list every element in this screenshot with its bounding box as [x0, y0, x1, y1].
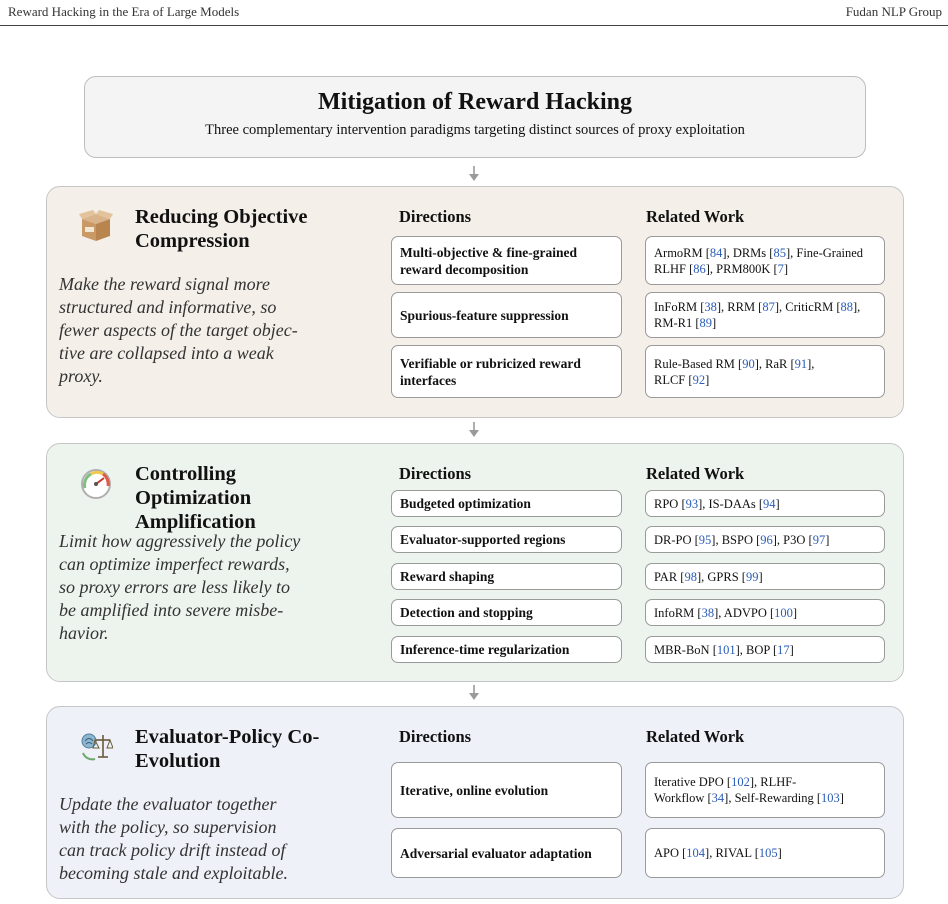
- panel-controlling-optimization-amplification: [46, 443, 904, 682]
- related-work-line: [654, 605, 797, 621]
- related-work-line: [654, 532, 829, 548]
- citation-link[interactable]: 86: [693, 261, 706, 276]
- running-header-title: Reward Hacking in the Era of Large Models: [8, 4, 240, 19]
- related-work-heading: Related Work: [646, 464, 745, 483]
- citation-link[interactable]: 101: [716, 642, 736, 657]
- direction-box: Reward shaping: [391, 563, 622, 590]
- citation-text: ]: [789, 642, 794, 657]
- related-work-box: [645, 345, 885, 398]
- citation-link[interactable]: 92: [692, 372, 706, 387]
- related-work-line: [654, 790, 844, 806]
- related-work-line: [654, 569, 763, 585]
- related-work-box: [645, 526, 885, 553]
- citation-link[interactable]: 99: [745, 569, 759, 584]
- objective-box-icon: [79, 209, 113, 243]
- citation-text: ]: [825, 532, 830, 547]
- citation-text: RLHF [: [654, 261, 694, 276]
- citation-text: ], CriticRM [: [774, 300, 841, 314]
- down-arrow-icon: [468, 422, 480, 438]
- citation-link[interactable]: 34: [711, 791, 725, 805]
- citation-link[interactable]: 96: [760, 532, 773, 547]
- citation-text: ArmoRM [: [654, 245, 710, 260]
- running-header-group: Fudan NLP Group: [845, 4, 942, 19]
- related-work-line: [654, 496, 780, 512]
- citation-link[interactable]: 94: [763, 496, 776, 511]
- direction-box: Multi-objective & fine-grained reward decomposition: [391, 236, 622, 285]
- citation-text: InFoRM [: [654, 300, 705, 314]
- citation-text: RM-R1 [: [654, 316, 700, 330]
- scales-brain-icon: [79, 729, 113, 763]
- citation-link[interactable]: 38: [704, 300, 717, 314]
- related-work-line: [654, 642, 794, 658]
- citation-link[interactable]: 91: [794, 356, 808, 371]
- citation-link[interactable]: 38: [701, 605, 715, 620]
- related-work-box: [645, 636, 885, 663]
- related-work-line: [654, 245, 863, 261]
- citation-text: Workflow [: [654, 791, 712, 805]
- direction-box: Inference-time regularization: [391, 636, 622, 663]
- citation-link[interactable]: 104: [686, 846, 706, 860]
- panel-evaluator-policy-co-evolution: [46, 706, 904, 899]
- citation-text: MBR-BoN [: [654, 642, 717, 657]
- title-box: [84, 76, 866, 158]
- citation-text: ]: [758, 569, 763, 584]
- citation-text: ]: [777, 846, 782, 860]
- citation-text: ]: [712, 316, 717, 330]
- related-work-heading: Related Work: [646, 207, 745, 226]
- directions-heading: Directions: [399, 727, 472, 746]
- related-work-line: [654, 299, 860, 315]
- gauge-icon: [79, 466, 113, 500]
- citation-text: ], BOP [: [735, 642, 778, 657]
- citation-text: ], DRMs [: [722, 245, 774, 260]
- figure-title: Mitigation of Reward Hacking: [318, 89, 632, 115]
- citation-text: RLCF [: [654, 372, 693, 387]
- panel-title: Controlling Optimization Amplification: [135, 463, 256, 533]
- citation-link[interactable]: 88: [840, 300, 853, 314]
- down-arrow-icon: [468, 166, 480, 182]
- citation-link[interactable]: 84: [709, 245, 723, 260]
- citation-text: ], ADVPO [: [714, 605, 775, 620]
- citation-text: ]: [792, 605, 798, 620]
- citation-link[interactable]: 100: [774, 605, 793, 620]
- citation-link[interactable]: 98: [684, 569, 697, 584]
- direction-box: Evaluator-supported regions: [391, 526, 622, 553]
- citation-link[interactable]: 90: [742, 356, 755, 371]
- citation-text: ], BSPO [: [711, 532, 761, 547]
- related-work-line: [654, 315, 860, 331]
- citation-text: Iterative DPO [: [654, 775, 732, 789]
- direction-box: Budgeted optimization: [391, 490, 622, 517]
- panel-description: Update the evaluator together with the policy, so supervision can track policy drift instead of becoming stale and exploitable.: [59, 794, 288, 883]
- panel-title: Evaluator-Policy Co-Evolution: [135, 726, 320, 772]
- down-arrow-icon: [468, 685, 480, 701]
- citation-link[interactable]: 93: [685, 496, 699, 511]
- related-work-box: [645, 599, 885, 626]
- citation-link[interactable]: 97: [812, 532, 826, 547]
- panel-title: Reducing Objective Compression: [135, 206, 308, 252]
- related-work-heading: Related Work: [646, 727, 745, 746]
- citation-link[interactable]: 17: [777, 642, 790, 657]
- related-work-line: [654, 356, 814, 372]
- citation-text: InfoRM [: [654, 605, 702, 620]
- citation-link[interactable]: 89: [699, 316, 712, 330]
- related-work-line: [654, 845, 782, 861]
- citation-text: DR-PO [: [654, 532, 699, 547]
- citation-text: ], P3O [: [772, 532, 813, 547]
- citation-link[interactable]: 102: [731, 775, 750, 789]
- citation-text: ], Fine-Grained: [785, 245, 864, 260]
- citation-text: PAR [: [654, 569, 685, 584]
- citation-text: APO [: [654, 846, 687, 860]
- citation-text: ]: [705, 372, 710, 387]
- citation-link[interactable]: 105: [758, 846, 778, 860]
- citation-link[interactable]: 95: [698, 532, 712, 547]
- direction-box: Adversarial evaluator adaptation: [391, 828, 622, 878]
- panel-reducing-objective-compression: [46, 186, 904, 418]
- related-work-line: [654, 774, 844, 790]
- citation-text: ], PRM800K [: [705, 261, 778, 276]
- citation-text: ],: [807, 356, 815, 371]
- panel-description: Make the reward signal more structured and informative, so fewer aspects of the target objec- tive are collapsed into a weak proxy.: [59, 274, 298, 386]
- directions-heading: Directions: [399, 464, 472, 483]
- citation-text: Rule-Based RM [: [654, 356, 743, 371]
- direction-box: Verifiable or rubricized reward interfaces: [391, 345, 622, 398]
- citation-text: ], IS-DAAs [: [698, 496, 764, 511]
- related-work-line: [654, 261, 863, 277]
- citation-text: ]: [775, 496, 780, 511]
- related-work-line: [654, 372, 814, 388]
- related-work-box: [645, 828, 885, 878]
- panel-description: Limit how aggressively the policy can optimize imperfect rewards, so proxy errors are less likely to be amplified into severe misbe- havior.: [59, 531, 301, 643]
- citation-text: ], GPRS [: [696, 569, 746, 584]
- related-work-box: [645, 236, 885, 285]
- figure-subtitle: Three complementary intervention paradigms targeting distinct sources of proxy exploitation: [205, 122, 745, 138]
- direction-box: Detection and stopping: [391, 599, 622, 626]
- citation-text: ], RIVAL [: [705, 846, 759, 860]
- citation-link[interactable]: 103: [821, 791, 840, 805]
- header-rule: [0, 25, 948, 26]
- citation-text: ], RRM [: [716, 300, 763, 314]
- related-work-box: [645, 292, 885, 338]
- citation-link[interactable]: 85: [773, 245, 786, 260]
- direction-box: Iterative, online evolution: [391, 762, 622, 818]
- citation-text: ], Self-Rewarding [: [724, 791, 822, 805]
- related-work-box: [645, 762, 885, 818]
- related-work-box: [645, 490, 885, 517]
- citation-text: ], RLHF-: [749, 775, 797, 789]
- direction-box: Spurious-feature suppression: [391, 292, 622, 338]
- citation-text: ]: [783, 261, 789, 276]
- citation-link[interactable]: 7: [777, 261, 784, 276]
- citation-text: ]: [839, 791, 844, 805]
- citation-text: RPO [: [654, 496, 686, 511]
- citation-link[interactable]: 87: [762, 300, 775, 314]
- related-work-box: [645, 563, 885, 590]
- citation-text: ], RaR [: [754, 356, 795, 371]
- citation-text: ],: [852, 300, 861, 314]
- directions-heading: Directions: [399, 207, 472, 226]
